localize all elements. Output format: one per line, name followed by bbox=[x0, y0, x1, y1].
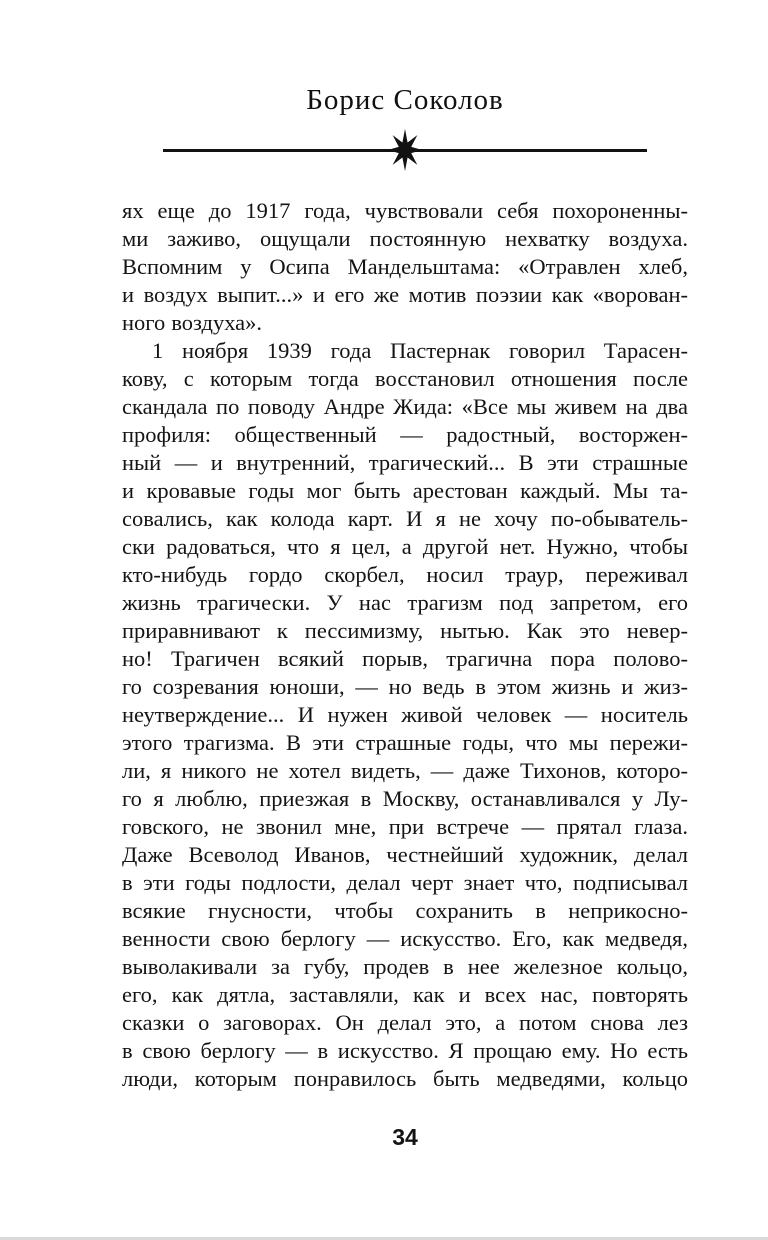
running-head-author: Борис Соколов bbox=[306, 84, 504, 116]
text-line: ми заживо, ощущали постоянную нехватку воздуха. bbox=[122, 226, 688, 251]
page-number: 34 bbox=[392, 1124, 418, 1150]
text-line: ного воздуха». bbox=[122, 310, 263, 335]
text-line: всякие гнусности, чтобы сохранить в неприкосно- bbox=[122, 898, 688, 923]
text-line: ях еще до 1917 года, чувствовали себя похороненны- bbox=[122, 198, 688, 223]
text-line: го я люблю, приезжая в Москву, останавливался у Лу- bbox=[122, 786, 688, 811]
text-line: выволакивали за губу, продев в нее железное кольцо, bbox=[122, 954, 688, 979]
text-line: его, как дятла, заставляли, как и всех нас, повторять bbox=[122, 982, 688, 1007]
text-line: в свою берлогу — в искусство. Я прощаю ему. Но есть bbox=[122, 1038, 688, 1063]
text-line: Даже Всеволод Иванов, честнейший художник, делал bbox=[122, 842, 688, 867]
text-line: совались, как колода карт. И я не хочу по-обыватель- bbox=[122, 506, 688, 531]
text-line: ски радоваться, что я цел, а другой нет. Нужно, чтобы bbox=[122, 534, 688, 559]
text-line: жизнь трагически. У нас трагизм под запретом, его bbox=[122, 590, 688, 615]
text-line: 1 ноября 1939 года Пастернак говорил Тарасен- bbox=[152, 338, 688, 363]
star-ornament-icon bbox=[386, 127, 424, 173]
text-line: профиля: общественный — радостный, восторжен- bbox=[122, 422, 688, 447]
text-line: кто-нибудь гордо скорбел, носил траур, переживал bbox=[122, 562, 688, 587]
text-line: ли, я никого не хотел видеть, — даже Тихонов, которо- bbox=[122, 758, 688, 783]
text-block bbox=[122, 197, 688, 1093]
text-line: неутверждение... И нужен живой человек — носитель bbox=[122, 702, 688, 727]
text-column bbox=[122, 0, 688, 1150]
text-line: люди, которым понравилось быть медведями, кольцо bbox=[122, 1066, 688, 1091]
text-line: говского, не звонил мне, при встрече — прятал глаза. bbox=[122, 814, 688, 839]
text-line: и воздух выпит...» и его же мотив поэзии как «ворован- bbox=[122, 282, 688, 307]
text-line: но! Трагичен всякий порыв, трагична пора полово- bbox=[122, 646, 688, 671]
text-line: го созревания юноши, — но ведь в этом жизнь и жиз- bbox=[122, 674, 688, 699]
text-line: кову, с которым тогда восстановил отношения после bbox=[122, 366, 688, 391]
text-line: скандала по поводу Андре Жида: «Все мы живем на два bbox=[122, 394, 688, 419]
header-divider bbox=[163, 127, 647, 173]
text-line: в эти годы подлости, делал черт знает что, подписывал bbox=[122, 870, 688, 895]
text-line: и кровавые годы мог быть арестован каждый. Мы та- bbox=[122, 478, 688, 503]
text-line: этого трагизма. В эти страшные годы, что мы пережи- bbox=[122, 730, 688, 755]
paragraph bbox=[122, 197, 688, 337]
text-line: сказки о заговорах. Он делал это, а потом снова лез bbox=[122, 1010, 688, 1035]
text-line: венности свою берлогу — искусство. Его, как медведя, bbox=[122, 926, 688, 951]
text-line: ный — и внутренний, трагический... В эти страшные bbox=[122, 450, 688, 475]
text-line: приравнивают к пессимизму, нытью. Как это невер- bbox=[122, 618, 688, 643]
paragraph bbox=[122, 337, 688, 1093]
text-line: Вспомним у Осипа Мандельштама: «Отравлен хлеб, bbox=[122, 254, 688, 279]
